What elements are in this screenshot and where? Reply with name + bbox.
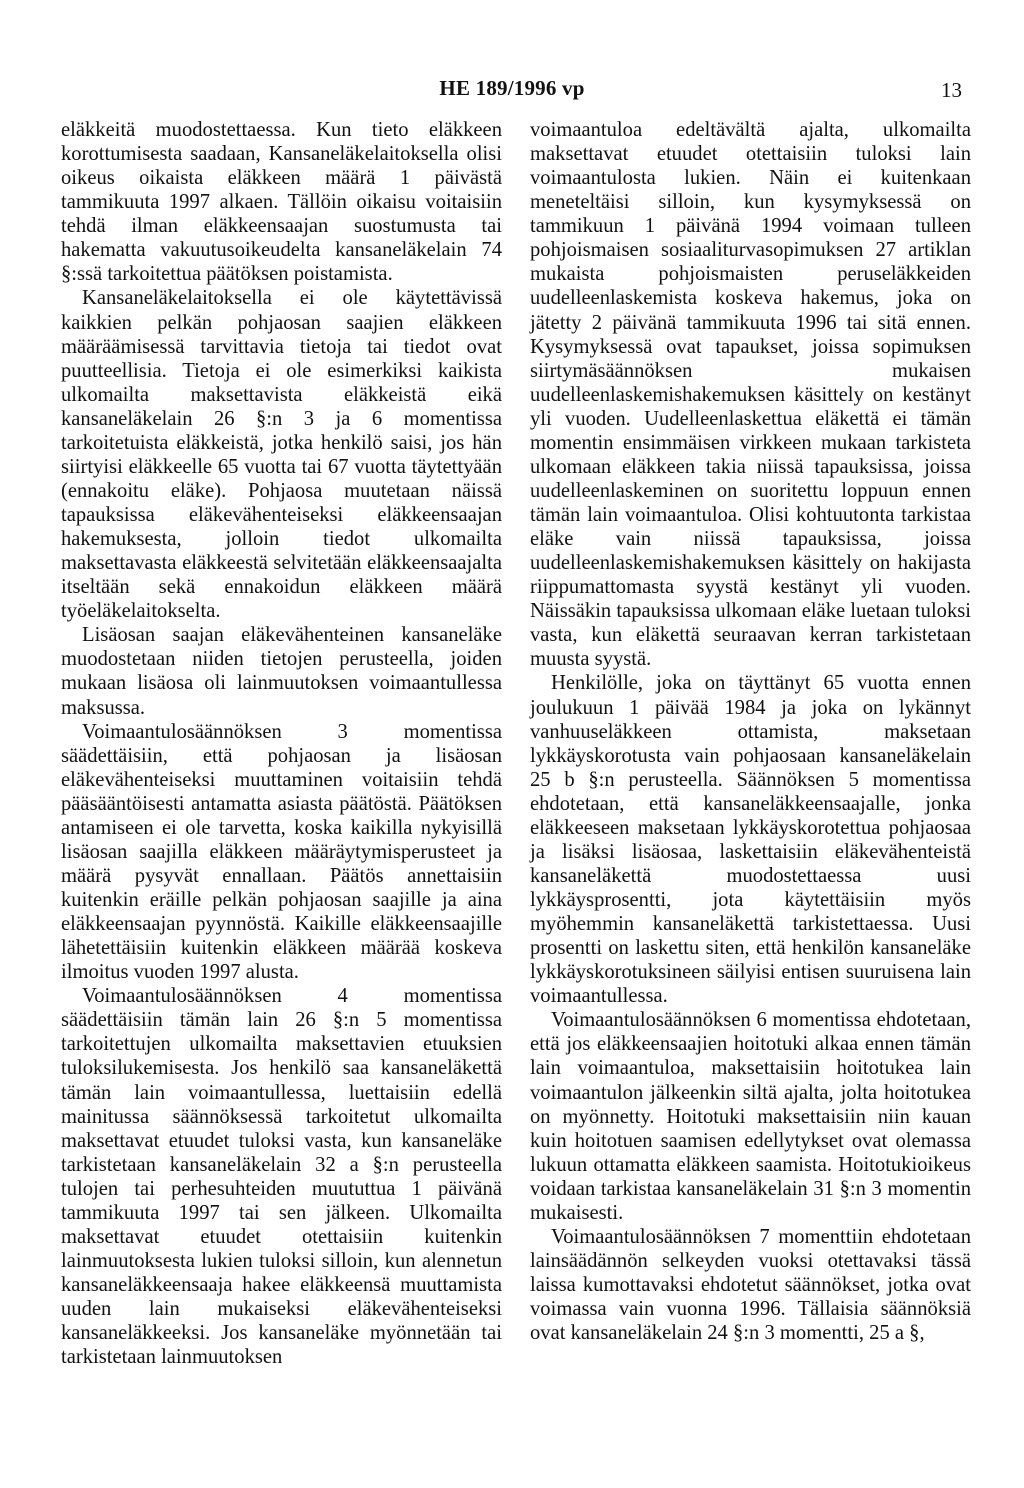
document-id: HE 189/1996 vp [439, 76, 585, 100]
paragraph: Voimaantulosäännöksen 3 momentissa säädettäisiin, että pohjaosan ja lisäosan eläkevähenteiseksi muuttaminen voitaisiin tehdä pääsääntöisesti antamatta asiasta päätöstä. Päätöksen antamiseen ei ole tarvetta, koska kaikilla nykyisillä lisäosan saajilla eläkkeen määräytymisperusteet ja määrä pysyvät ennallaan. Päätös annettaisiin kuitenkin eräille pelkän pohjaosan saajille ja aina eläkkeensaajan pyynnöstä. Kaikille eläkkeensaajille lähetettäisiin kuitenkin eläkkeen määrää koskeva ilmoitus vuoden 1997 alusta. [61, 720, 502, 984]
paragraph: Lisäosan saajan eläkevähenteinen kansaneläke muodostetaan niiden tietojen perusteella, joiden mukaan lisäosa oli lainmuutoksen voimaantullessa maksussa. [61, 624, 502, 719]
paragraph: voimaantuloa edeltävältä ajalta, ulkomailta maksettavat etuudet otettaisiin tuloksi lain voimaantulosta lukien. Näin ei kuitenkaan meneteltäisi silloin, kun kysymyksessä on tammikuun 1 päivänä 1994 voimaan tulleen pohjoismaisen sosiaaliturvasopimuksen 27 artiklan mukaista pohjoismaisten peruseläkkeiden uudelleenlaskemista koskeva hakemus, joka on jätetty 2 päivänä tammikuuta 1996 tai sitä ennen. Kysymyksessä ovat tapaukset, joissa sopimuksen siirtymäsäännöksen mukaisen uudelleenlaskemishakemuksen käsittely on kestänyt yli vuoden. Uudelleenlaskettua eläkettä ei tämän momentin ensimmäisen virkkeen mukaan tarkisteta ulkomaan eläkkeen takia niissä tapauksissa, joissa uudelleenlaskeminen on suoritettu loppuun ennen tämän lain voimaantuloa. Olisi kohtuutonta tarkistaa eläke vain niissä tapauksissa, joissa uudelleenlaskemishakemuksen käsittely on hakijasta riippumattomasta syystä kestänyt yli vuoden. Näissäkin tapauksissa ulkomaan eläke luetaan tuloksi vasta, kun eläkettä seuraavan kerran tarkistetaan muusta syystä. [530, 119, 971, 671]
paragraph: Kansaneläkelaitoksella ei ole käytettävissä kaikkien pelkän pohjaosan saajien eläkkeen määräämisessä tarvittavia tietoja tai tiedot ovat puutteellisia. Tietoja ei ole esimerkiksi kaikista ulkomailta maksettavista eläkkeistä eikä kansaneläkelain 26 §:n 3 ja 6 momentissa tarkoitetuista eläkkeistä, jotka henkilö saisi, jos hän siirtyisi eläkkeelle 65 vuotta tai 67 vuotta täytettyään (ennakoitu eläke). Pohjaosa muutetaan näissä tapauksissa eläkevähenteiseksi eläkkeensaajan hakemuksesta, jolloin tiedot ulkomailta maksettavasta eläkkeestä selvitetään eläkkeensaajalta itseltään sekä ennakoidun eläkkeen määrä työeläkelaitokselta. [61, 287, 502, 623]
left-column [61, 118, 502, 1369]
paragraph: Voimaantulosäännöksen 7 momenttiin ehdotetaan lainsäädännön selkeyden vuoksi otettavaksi tässä laissa kumottavaksi ehdotetut säännökset, jotka ovat voimassa vain vuonna 1996. Tällaisia säännöksiä ovat kansaneläkelain 24 §:n 3 momentti, 25 a §, [530, 1225, 971, 1345]
paragraph: Voimaantulosäännöksen 4 momentissa säädettäisiin tämän lain 26 §:n 5 momentissa tarkoitettujen ulkomailta maksettavien etuuksien tuloksilukemisesta. Jos henkilö saa kansaneläkettä tämän lain voimaantullessa, luettaisiin edellä mainitussa säännöksessä tarkoitetut ulkomailta maksettavat etuudet tuloksi vasta, kun kansaneläke tarkistetaan kansaneläkelain 32 a §:n perusteella tulojen tai perhesuhteiden muututtua 1 päivänä tammikuuta 1997 tai sen jälkeen. Ulkomailta maksettavat etuudet otettaisiin kuitenkin lainmuutoksesta lukien tuloksi silloin, kun alennetun kansaneläkkeensaaja hakee eläkkeensä muuttamista uuden lain mukaiseksi eläkevähenteiseksi kansaneläkkeeksi. Jos kansaneläke myönnetään tai tarkistetaan lainmuutoksen [61, 985, 502, 1369]
paragraph: eläkkeitä muodostettaessa. Kun tieto eläkkeen korottumisesta saadaan, Kansaneläkelaitoksella olisi oikeus oikaista eläkkeen määrä 1 päivästä tammikuuta 1997 alkaen. Tällöin oikaisu voitaisiin tehdä ilman eläkkeensaajan suostumusta tai hakematta vakuutusoikeudelta kansaneläkelain 74 §:ssä tarkoitettua päätöksen poistamista. [61, 119, 502, 286]
right-column [530, 118, 971, 1345]
paragraph: Voimaantulosäännöksen 6 momentissa ehdotetaan, että jos eläkkeensaajien hoitotuki alkaa ennen tämän lain voimaantuloa, maksettaisiin hoitotukea lain voimaantulon jälkeenkin siltä ajalta, jolta hoitotukea on myönnetty. Hoitotuki maksettaisiin niin kauan kuin hoitotuen saamisen edellytykset ovat olemassa lukuun ottamatta eläkkeen saamista. Hoitotukioikeus voidaan tarkistaa kansaneläkelain 31 §:n 3 momentin mukaisesti. [530, 1009, 971, 1224]
page-number: 13 [941, 78, 962, 102]
running-header [0, 76, 1024, 102]
paragraph: Henkilölle, joka on täyttänyt 65 vuotta ennen joulukuun 1 päivää 1984 ja joka on lykännyt vanhuuseläkkeen ottamista, maksetaan lykkäyskorotusta vain pohjaosaan kansaneläkelain 25 b §:n perusteella. Säännöksen 5 momentissa ehdotetaan, että kansaneläkkeensaajalle, jonka eläkkeeseen maksetaan lykkäyskorotettua pohjaosaa ja lisäksi lisäosaa, laskettaisiin eläkevähenteistä kansaneläkettä muodostettaessa uusi lykkäysprosentti, jota käytettäisiin myös myöhemmin kansaneläkettä tarkistettaessa. Uusi prosentti on laskettu siten, että henkilön kansaneläke lykkäyskorotuksineen säilyisi entisen suuruisena lain voimaantullessa. [530, 672, 971, 1008]
